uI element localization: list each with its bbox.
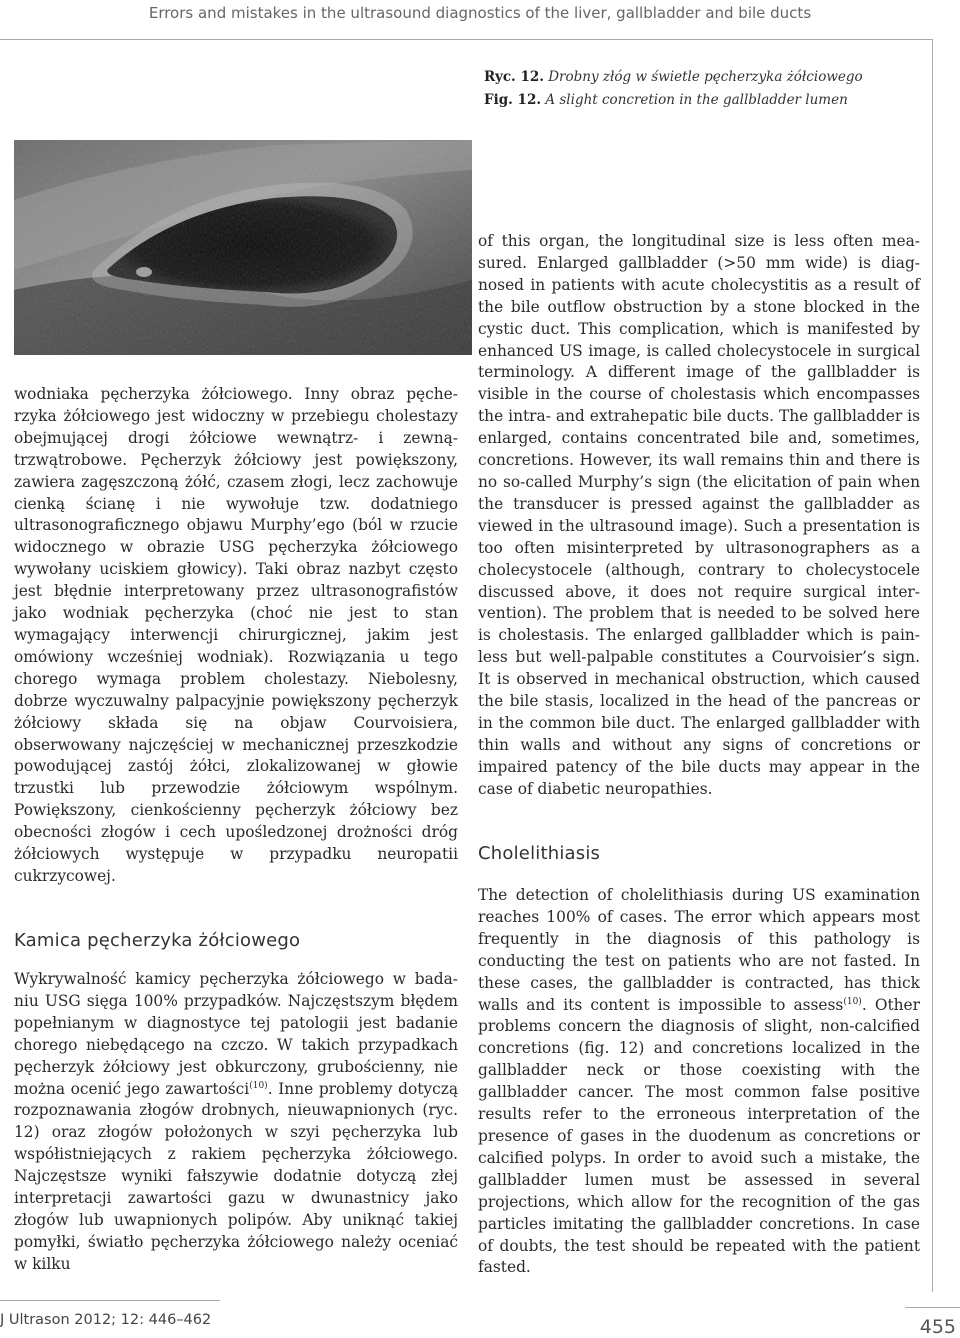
caption-english (484, 89, 924, 112)
page-number-rule (905, 1307, 960, 1308)
running-title: Errors and mistakes in the ultrasound diagnostics of the liver, gallbladder and bile ducts (148, 4, 812, 22)
right-column-text (478, 231, 920, 801)
footer-rule (0, 1300, 220, 1301)
reference-number: (10) (249, 1080, 268, 1091)
ultrasound-image (14, 140, 472, 355)
paragraph: wodniaka pęcherzyka żółciowego. Inny obraz pęcherzyka żółciowego jest widoczny w przebiegu cholestazy obejmującej drogi żółciowe wewnątrz- i zewnątrzwątrobowe. Pęcherzyk żółciowy jest powiększony, zawiera zagęszczoną żółć, czasem złogi, lecz zachowuje cienką ścianę i nie wywołuje tzw. dodatniego ultrasonograficznego objawu Murphy’ego (ból w rzucie widocznego w obrazie USG pęcherzyka żółciowego wywołany uciskiem głowicy). Taki obraz nazbyt często jest błędnie interpretowany przez ultrasonografistów jako wodniak pęcherzyka (choć nie jest to stan wymagający interwencji chirurgicznej, jakim jest omówiony wcześniej wodniak). Rozwiązania u tego chorego wymaga problem cholestazy. Niebolesny, dobrze wyczuwalny palpacyjnie powiększony pęcherzyk żółciowy składa się na objaw Courvoisiera, obserwowany najczęściej w mechanicznej przeszkodzie powodującej zastój żółci, zlokalizowanej w głowie trzustki lub przewodzie żółciowym wspólnym. Powiększony, cienkościenny pęcherzyk żółciowy bez obecności złogów i cech upośledzonej drożności dróg żółciowych występuje w przypadku neuropatii cukrzycowej. (14, 385, 458, 885)
paragraph (14, 969, 458, 1276)
section-heading-cholelithiasis: Cholelithiasis (478, 843, 601, 864)
caption-pl-text: Drobny złóg w świetle pęcherzyka żółciowego (548, 69, 863, 85)
reference-number: (10) (843, 996, 862, 1007)
left-column-text-section (14, 969, 458, 1276)
header-rule (0, 39, 933, 40)
figure-caption (484, 66, 924, 112)
ultrasound-image-graphic (14, 140, 472, 355)
header-rule-vertical (932, 39, 933, 1292)
paragraph: of this organ, the longitudinal size is less often measured. Enlarged gallbladder (>50 mm wide) is diagnosed in patients with acute cholecystitis as a result of the bile outflow obstruction by a stone blocked in the cystic duct. This complication, which is manifested by enhanced US image, is called cholecystocele in surgical terminology. A different image of the gallbladder is visible in the course of cholestasis which encompasses the intra- and extrahepatic bile ducts. The gallbladder is enlarged, contains concentrated bile and, sometimes, concretions. However, its wall remains thin and there is no so-called Murphy’s sign (the elicitation of pain when the transducer is pressed against the gallbladder as viewed in the ultrasound image). Such a presentation is too often misinterpreted by ultrasonographers as a cholecystocele (although, contrary to cholecystocele discussed above, it does not require surgical intervention). The problem that is needed to be solved here is cholestasis. The enlarged gallbladder which is painless but well-palpable constitutes a Courvoisier’s sign. It is observed in mechanical obstruction, which caused the bile stasis, localized in the head of the pancreas or in the common bile duct. The enlarged gallbladder with thin walls and without any signs of concretions or impaired patency of the bile ducts may appear in the case of diabetic neuropathies. (478, 232, 920, 798)
paragraph (478, 885, 920, 1279)
paragraph-text: The detection of cholelithiasis during US examination reaches 100% of cases. The error which appears most frequently in the diagnosis of this pathology is conducting the test on patients who are not fasted. In these cases, the gallbladder is contracted, has thick walls and its content is impossible to assess (478, 886, 920, 1014)
paragraph-text: Wykrywalność kamicy pęcherzyka żółciowego w badaniu USG sięga 100% przypadków. Najczęstszym błędem popełnianym w diagnostyce tej patologii jest badanie chorego niebędącego na czczo. W takich przypadkach pęcherzyk żółciowy jest obkurczony, grubościenny, nie można ocenić jego zawartości (14, 970, 458, 1098)
caption-en-label: Fig. 12. (484, 92, 542, 108)
section-heading-kamica: Kamica pęcherzyka żółciowego (14, 930, 301, 951)
paragraph-text: . Other problems concern the diagnosis of slight, non-calcified concretions (fig. 12) and concretions localized in the gallbladder neck or those coexisting with the gallbladder cancer. The most common false positive results refer to the erroneous interpretation of the presence of gases in the duodenum as concretions or calcified polyps. In order to avoid such a mistake, the gallbladder lumen must be assessed in several projections, which allow for the recognition of the gas particles imitating the gallbladder concretions. In case of doubts, the test should be repeated with the patient fasted. (478, 995, 921, 1277)
paragraph-text: . Inne problemy dotyczą rozpoznawania złogów drobnych, nieuwapnionych (ryc. 12) oraz złogów położonych w szyi pęcherzyka lub współistniejących z rakiem pęcherzyka żółciowego. Najczęstsze wyniki fałszywie dodatnie dotyczą złej interpretacji zawartości gazu w dwunastnicy jako złogów lub uwapnionych polipów. Aby uniknąć takiej pomyłki, światło pęcherzyka żółciowego należy oceniać w kilku (14, 1079, 458, 1273)
left-column-text (14, 384, 458, 888)
page-number: 455 (919, 1316, 956, 1338)
caption-en-text: A slight concretion in the gallbladder lumen (545, 92, 848, 108)
caption-pl-label: Ryc. 12. (484, 69, 544, 85)
caption-polish (484, 66, 924, 89)
journal-citation: J Ultrason 2012; 12: 446–462 (0, 1312, 212, 1328)
right-column-text-section (478, 885, 920, 1279)
